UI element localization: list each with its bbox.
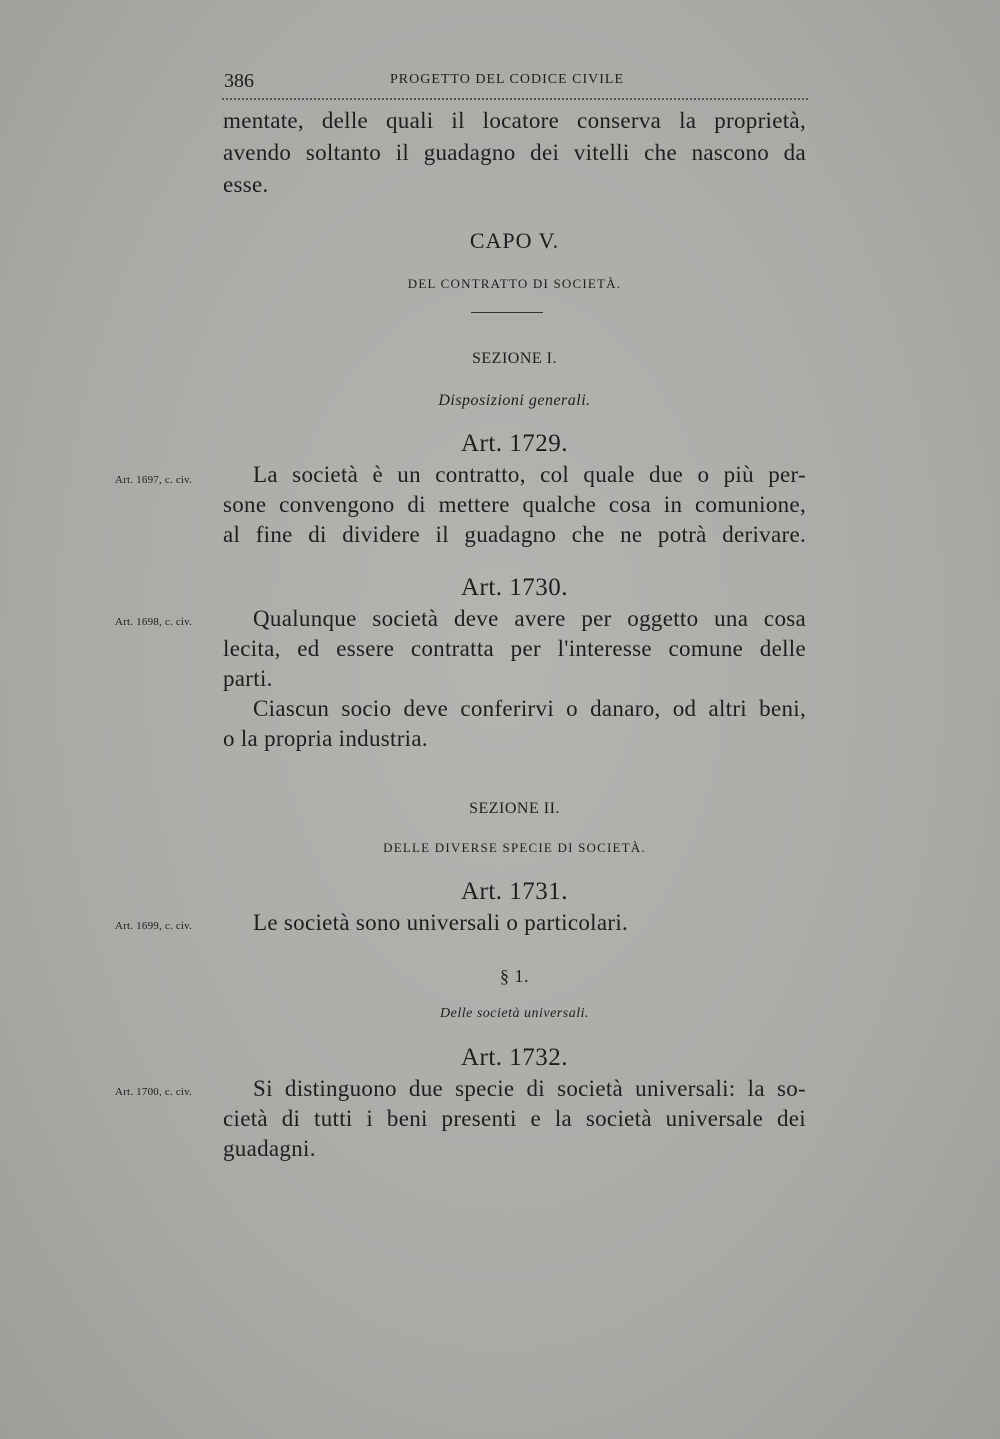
intro-line-1: mentate, delle quali il locatore conserva la proprietà, — [223, 108, 806, 133]
capo-title: CAPO V. — [469, 228, 560, 253]
art-1731-line-1: Le società sono universali o particolari. — [253, 910, 629, 935]
header-dotted-rule — [222, 98, 808, 100]
art-1729-line-2: sone convengono di mettere qualche cosa in comunione, — [223, 492, 806, 517]
paragraph-1-subtitle: Delle società universali. — [440, 1006, 589, 1021]
art-1729-line-1: La società è un contratto, col quale due o più per- — [253, 462, 806, 487]
capo-subtitle: DEL CONTRATTO DI SOCIETÀ. — [407, 276, 622, 291]
art-1729-margin-note: Art. 1697, c. civ. — [115, 474, 193, 486]
art-1730-line-3: parti. — [223, 666, 273, 691]
art-1730-line-5: o la propria industria. — [223, 726, 428, 751]
sezione-2-subtitle: DELLE DIVERSE SPECIE DI SOCIETÀ. — [383, 840, 646, 855]
paragraph-1-title: § 1. — [500, 966, 529, 986]
art-1730-line-1: Qualunque società deve avere per oggetto una cosa — [253, 606, 806, 631]
sezione-1-title: SEZIONE I. — [472, 350, 557, 367]
art-1731-margin-note: Art. 1699, c. civ. — [115, 920, 193, 932]
intro-line-2: avendo soltanto il guadagno dei vitelli che nascono da — [223, 140, 806, 165]
page-number: 386 — [224, 70, 254, 92]
art-1730-line-2: lecita, ed essere contratta per l'interesse comune delle — [223, 636, 806, 661]
art-1732-line-3: guadagni. — [223, 1136, 316, 1161]
art-1730-heading: Art. 1730. — [460, 574, 569, 601]
art-1731-heading: Art. 1731. — [460, 878, 569, 905]
section-divider — [471, 312, 543, 313]
art-1730-margin-note: Art. 1698, c. civ. — [115, 616, 193, 628]
art-1732-margin-note: Art. 1700, c. civ. — [115, 1086, 193, 1098]
art-1732-line-2: cietà di tutti i beni presenti e la società universale dei — [223, 1106, 806, 1131]
art-1732-heading: Art. 1732. — [460, 1044, 569, 1071]
art-1729-heading: Art. 1729. — [460, 430, 569, 457]
art-1730-line-4: Ciascun socio deve conferirvi o danaro, od altri beni, — [253, 696, 806, 721]
running-title: PROGETTO DEL CODICE CIVILE — [390, 72, 625, 87]
sezione-2-title: SEZIONE II. — [469, 800, 560, 817]
art-1732-line-1: Si distinguono due specie di società universali: la so- — [253, 1076, 806, 1101]
sezione-1-subtitle: Disposizioni generali. — [438, 392, 591, 409]
art-1729-line-3: al fine di dividere il guadagno che ne potrà derivare. — [223, 522, 806, 547]
intro-line-3: esse. — [223, 172, 269, 197]
